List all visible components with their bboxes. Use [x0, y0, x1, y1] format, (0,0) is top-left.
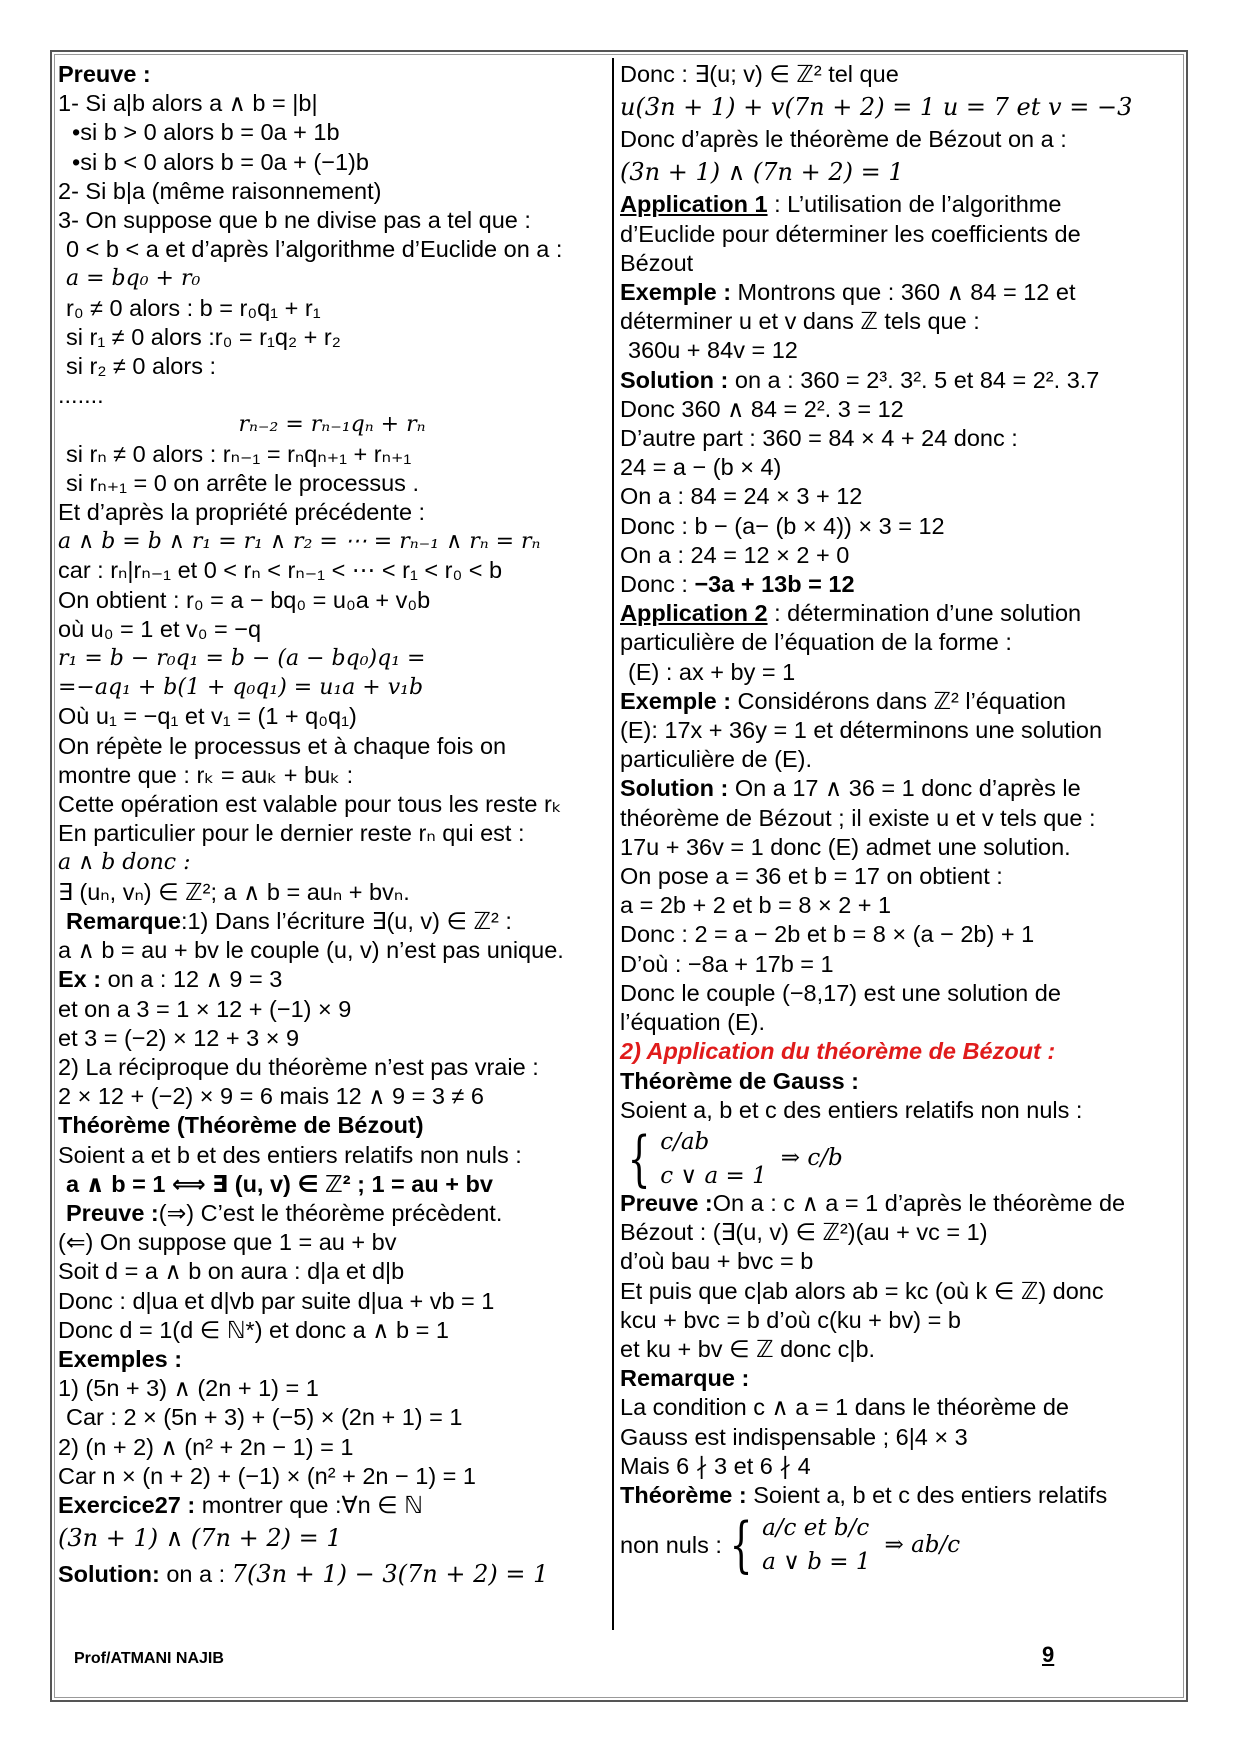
text-line: Donc :	[620, 571, 695, 598]
system-implication: ⇒ c/b	[780, 1145, 843, 1172]
formula-line: ∃ (uₙ, vₙ) ∈ ℤ²; a ∧ b = auₙ + bvₙ.	[58, 878, 410, 905]
application-1-heading: Application 1	[620, 191, 768, 218]
text-line: On a : 24 = 12 × 2 + 0	[620, 541, 850, 568]
text-line: (E) : ax + by = 1	[628, 658, 796, 685]
footer-author: Prof/ATMANI NAJIB	[74, 1650, 224, 1667]
text-line: d’où bau + bvc = b	[620, 1248, 814, 1275]
text-line: 0 < b < a et d’après l’algorithme d’Euclide on a :	[66, 236, 563, 263]
text-line: Car : 2 × (5n + 3) + (−5) × (2n + 1) = 1	[66, 1404, 463, 1431]
text-line: 2 × 12 + (−2) × 9 = 6 mais 12 ∧ 9 = 3 ≠ 6	[58, 1083, 484, 1110]
text-line: 360u + 84v = 12	[628, 337, 798, 364]
text-line: Et puis que c|ab alors ab = kc (où k ∈ ℤ) donc	[620, 1277, 1104, 1304]
left-brace-icon: {	[729, 1510, 753, 1581]
text-line: si rₙ₊₁ = 0 on arrête le processus .	[66, 469, 419, 496]
gauss-system	[620, 1125, 843, 1193]
formula-line: r₁ = b − r₀q₁ = b − (a − bq₀)q₁ =	[58, 646, 426, 672]
text-line: (⇒) C’est le théorème précèdent.	[158, 1199, 503, 1226]
text-line: Et d’après la propriété précédente :	[58, 499, 426, 526]
gauss-theorem-heading: Théorème de Gauss :	[620, 1067, 859, 1094]
formula-line: a ∧ b = b ∧ r₁ = r₁ ∧ r₂ = ⋯ = rₙ₋₁ ∧ rₙ = rₙ	[58, 529, 541, 555]
exercise-label: Exercice27 :	[58, 1491, 196, 1518]
system-row: a/c et b/c	[762, 1515, 870, 1542]
text-line: si r₁ ≠ 0 alors :r₀ = r₁q₂ + r₂	[66, 323, 341, 350]
text-line: car : rₙ|rₙ₋₁ et 0 < rₙ < rₙ₋₁ < ⋯ < r₁ < r₀ < b	[58, 557, 503, 584]
text-line: On pose a = 36 et b = 17 on obtient :	[620, 863, 1003, 890]
right-column	[620, 60, 1180, 1580]
solution-label: Solution:	[58, 1561, 160, 1588]
example-label: Ex :	[58, 966, 102, 993]
formula-line: a = bq₀ + r₀	[66, 266, 201, 292]
text-line: (E): 17x + 36y = 1 et déterminons une solution	[620, 717, 1103, 744]
text-line: D’autre part : 360 = 84 × 4 + 24 donc :	[620, 425, 1018, 452]
text-line: •si b > 0 alors b = 0a + 1b	[72, 119, 340, 146]
formula-line: rₙ₋₂ = rₙ₋₁qₙ + rₙ	[238, 412, 426, 438]
proof-heading: Preuve :	[58, 61, 151, 87]
text-line: 1- Si a|b alors a ∧ b = |b|	[58, 90, 318, 117]
system-row: a ∨ b = 1	[762, 1549, 871, 1576]
text-line: Donc le couple (−8,17) est une solution de	[620, 979, 1061, 1006]
text-line: particulière de l’équation de la forme :	[620, 629, 1012, 656]
text-line: théorème de Bézout ; il existe u et v tels que :	[620, 804, 1096, 831]
proof-label: Preuve :	[620, 1189, 713, 1216]
page-number: 9	[1042, 1642, 1055, 1667]
text-line: l’équation (E).	[620, 1009, 765, 1036]
text-line: Considérons dans ℤ² l’équation	[731, 687, 1066, 714]
text-line: r₀ ≠ 0 alors : b = r₀q₁ + r₁	[66, 294, 321, 321]
text-line: Donc : b − (a− (b × 4)) × 3 = 12	[620, 512, 945, 539]
text-line: 17u + 36v = 1 donc (E) admet une solution.	[620, 833, 1071, 860]
text-line: : détermination d’une solution	[767, 600, 1082, 627]
text-line: si r₂ ≠ 0 alors :	[66, 353, 216, 380]
result-formula: −3a + 13b = 12	[694, 571, 855, 598]
text-line: Donc d’après le théorème de Bézout on a :	[620, 126, 1067, 153]
theorem-label: Théorème :	[620, 1481, 747, 1508]
text-line: Donc : d|ua et d|vb par suite d|ua + vb = 1	[58, 1287, 495, 1314]
text-line: montre que : rₖ = auₖ + buₖ :	[58, 761, 354, 788]
text-line: et on a 3 = 1 × 12 + (−1) × 9	[58, 995, 352, 1022]
example-label: Exemple :	[620, 687, 732, 714]
text-line: 3- On suppose que b ne divise pas a tel que :	[58, 207, 531, 234]
text-line: Cette opération est valable pour tous les reste rₖ	[58, 791, 562, 818]
text-line: kcu + bvc = b d’où c(ku + bv) = b	[620, 1306, 961, 1333]
proof-label: Preuve :	[66, 1199, 159, 1226]
formula-line: a ∧ b donc :	[58, 850, 191, 876]
text-line: On obtient : r₀ = a − bq₀ = u₀a + v₀b	[58, 586, 431, 613]
text-line: Soient a, b et c des entiers relatifs non nuls :	[620, 1096, 1083, 1123]
bezout-statement: a ∧ b = 1 ⟺ ∃ (u, v) ∈ ℤ² ; 1 = au + bv	[66, 1170, 493, 1197]
text-line: on a :	[159, 1561, 232, 1588]
text-line: où u₀ = 1 et v₀ = −q	[58, 615, 262, 642]
text-line: Soient a, b et c des entiers relatifs	[746, 1481, 1108, 1508]
formula-line: =−aq₁ + b(1 + q₀q₁) = u₁a + v₁b	[58, 675, 424, 701]
text-line: On répète le processus et à chaque fois on	[58, 732, 507, 759]
text-line: On a : 84 = 24 × 3 + 12	[620, 483, 863, 510]
text-line: Gauss est indispensable ; 6|4 × 3	[620, 1423, 968, 1450]
text-line: •si b < 0 alors b = 0a + (−1)b	[72, 148, 369, 175]
text-line: a = 2b + 2 et b = 8 × 2 + 1	[620, 892, 892, 919]
text-line: on a : 360 = 2³. 3². 5 et 84 = 2². 3.7	[728, 366, 1100, 393]
text-line: Bézout	[620, 249, 694, 276]
theorem-system	[722, 1511, 960, 1579]
text-line: La condition c ∧ a = 1 dans le théorème de	[620, 1394, 1069, 1421]
text-line: Montrons que : 360 ∧ 84 = 12 et	[731, 279, 1076, 306]
text-line: Bézout : (∃(u, v) ∈ ℤ²)(au + vc = 1)	[620, 1219, 988, 1246]
text-line: On a 17 ∧ 36 = 1 donc d’après le	[728, 775, 1081, 802]
text-line: Donc 360 ∧ 84 = 2². 3 = 12	[620, 395, 904, 422]
ellipsis-line: .......	[58, 382, 104, 409]
remark-heading: Remarque :	[620, 1365, 750, 1392]
text-line: Où u₁ = −q₁ et v₁ = (1 + q₀q₁)	[58, 703, 357, 730]
text-line: Mais 6 ∤ 3 et 6 ∤ 4	[620, 1452, 811, 1479]
system-row: c ∨ a = 1	[660, 1162, 767, 1189]
text-line: On a : c ∧ a = 1 d’après le théorème de	[712, 1189, 1126, 1216]
text-line: d’Euclide pour déterminer les coefficients de	[620, 220, 1081, 247]
text-line: D’où : −8a + 17b = 1	[620, 950, 834, 977]
examples-heading: Exemples :	[58, 1345, 183, 1372]
text-line: Car n × (n + 2) + (−1) × (n² + 2n − 1) = 1	[58, 1462, 476, 1489]
remark-label: Remarque	[66, 907, 181, 934]
text-line: Soient a et b et des entiers relatifs non nuls :	[58, 1141, 522, 1168]
system-implication: ⇒ ab/c	[884, 1531, 961, 1558]
solution-label: Solution :	[620, 366, 729, 393]
text-line: montrer que :∀n ∈ ℕ	[195, 1491, 423, 1518]
column-divider	[612, 58, 614, 1630]
formula-line: (3n + 1) ∧ (7n + 2) = 1	[58, 1524, 342, 1553]
text-line: et ku + bv ∈ ℤ donc c|b.	[620, 1335, 876, 1362]
text-line: non nuls :	[620, 1531, 722, 1558]
text-line: En particulier pour le dernier reste rₙ qui est :	[58, 820, 525, 847]
text-line: (⇐) On suppose que 1 = au + bv	[58, 1229, 397, 1256]
text-line: on a : 12 ∧ 9 = 3	[101, 966, 283, 993]
text-line: si rₙ ≠ 0 alors : rₙ₋₁ = rₙqₙ₊₁ + rₙ₊₁	[66, 440, 412, 467]
section-heading: 2) Application du théorème de Bézout :	[620, 1038, 1056, 1065]
system-row: c/ab	[660, 1128, 710, 1155]
application-2-heading: Application 2	[620, 600, 768, 627]
formula-line: u(3n + 1) + v(7n + 2) = 1 u = 7 et v = −3	[620, 93, 1133, 122]
text-line: 2) La réciproque du théorème n’est pas vraie :	[58, 1053, 539, 1080]
left-brace-icon: {	[627, 1123, 651, 1194]
theorem-heading: Théorème (Théorème de Bézout)	[58, 1112, 424, 1139]
left-column	[58, 60, 606, 1592]
text-line: Donc : ∃(u; v) ∈ ℤ² tel que	[620, 61, 899, 87]
text-line: 1) (5n + 3) ∧ (2n + 1) = 1	[58, 1375, 319, 1402]
example-label: Exemple :	[620, 279, 732, 306]
text-line: Donc : 2 = a − 2b et b = 8 × (a − 2b) + 1	[620, 921, 1035, 948]
text-line: déterminer u et v dans ℤ tels que :	[620, 308, 980, 335]
text-line: : L’utilisation de l’algorithme	[767, 191, 1062, 218]
text-line: a ∧ b = au + bv le couple (u, v) n’est pas unique.	[58, 937, 564, 964]
text-line: Soit d = a ∧ b on aura : d|a et d|b	[58, 1258, 405, 1285]
text-line: :1) Dans l’écriture ∃(u, v) ∈ ℤ² :	[180, 907, 512, 934]
formula-line: 7(3n + 1) − 3(7n + 2) = 1	[231, 1560, 549, 1589]
text-line: et 3 = (−2) × 12 + 3 × 9	[58, 1024, 300, 1051]
text-line: particulière de (E).	[620, 746, 812, 773]
text-line: 24 = a − (b × 4)	[620, 454, 782, 481]
text-line: 2) (n + 2) ∧ (n² + 2n − 1) = 1	[58, 1433, 354, 1460]
solution-label: Solution :	[620, 775, 729, 802]
text-line: 2- Si b|a (même raisonnement)	[58, 177, 382, 204]
text-line: Donc d = 1(d ∈ ℕ*) et donc a ∧ b = 1	[58, 1316, 449, 1343]
formula-line: (3n + 1) ∧ (7n + 2) = 1	[620, 158, 904, 187]
